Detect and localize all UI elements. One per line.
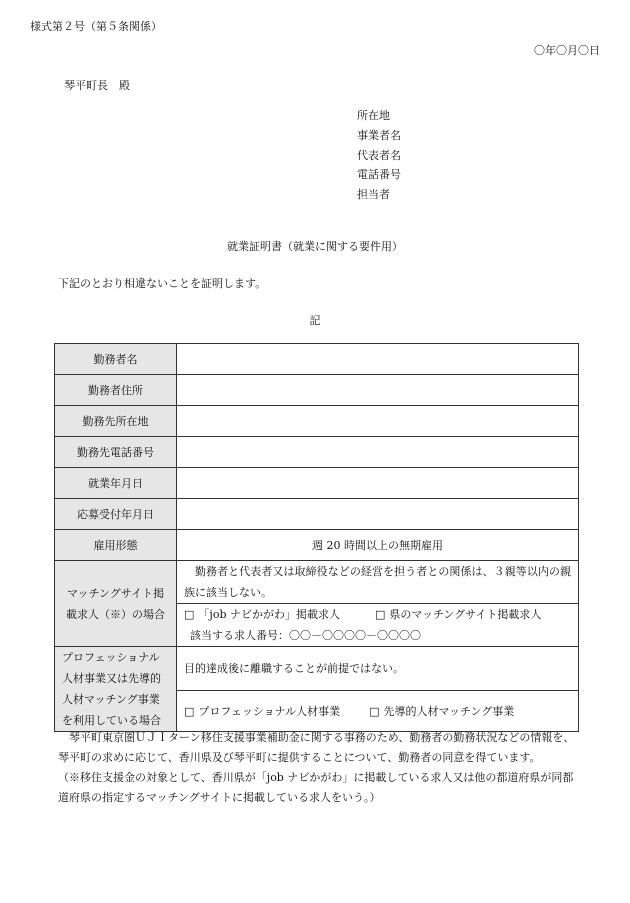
professional-label-line: プロフェッショナル <box>62 651 160 664</box>
matching-statement-cell <box>177 561 579 604</box>
option-professional-label: プロフェッショナル人材事業 <box>198 704 341 718</box>
table-row <box>55 499 579 530</box>
checkbox-professional[interactable] <box>184 705 198 718</box>
sender-business-name-label: 事業者名 <box>357 129 401 142</box>
row-value[interactable] <box>177 437 579 468</box>
consent-paragraph: 琴平町東京圏ＵＪＩターン移住支援事業補助金に関する事務のため、勤務者の勤務状況などの情報を、琴平町の求めに応じて、香川県及び琴平町に提供することについて、勤務者の同意を得ています。 <box>58 731 575 764</box>
professional-options-cell <box>177 690 579 731</box>
row-label: 勤務者住所 <box>55 375 177 406</box>
job-number-line: 該当する求人番号：〇〇－〇〇〇〇－〇〇〇〇 <box>190 629 421 642</box>
row-label: 雇用形態 <box>55 530 177 561</box>
checkbox-icon: □ <box>184 608 195 621</box>
table-row <box>55 344 579 375</box>
table-row <box>55 437 579 468</box>
row-label: 勤務先所在地 <box>55 406 177 437</box>
row-value[interactable] <box>177 344 579 375</box>
professional-label <box>55 647 177 732</box>
professional-label-line: 人材マッチング事業 <box>62 693 160 706</box>
row-label: 勤務先電話番号 <box>55 437 177 468</box>
row-value[interactable] <box>177 499 579 530</box>
form-number: 様式第２号（第５条関係） <box>30 20 162 33</box>
checkbox-job-navi[interactable] <box>184 608 198 621</box>
row-label: 応募受付年月日 <box>55 499 177 530</box>
row-label: 就業年月日 <box>55 468 177 499</box>
ki-heading: 記 <box>309 314 321 327</box>
note-paragraph: （※移住支援金の対象として、香川県が「job ナビかがわ」に掲載している求人又は他の都道府県が同都道府県の指定するマッチングサイトに掲載している求人をいう。） <box>58 771 574 804</box>
table-row <box>55 468 579 499</box>
checkbox-icon: □ <box>184 704 195 718</box>
certificate-table <box>54 343 579 732</box>
checkbox-icon: □ <box>369 704 380 718</box>
employment-type-value: 週 20 時間以上の無期雇用 <box>177 530 579 561</box>
issue-date: 〇年〇月〇日 <box>534 44 600 57</box>
row-value[interactable] <box>177 406 579 437</box>
professional-label-line: 人材事業又は先導的 <box>62 672 161 685</box>
professional-statement-cell <box>177 647 579 691</box>
document-title: 就業証明書（就業に関する要件用） <box>227 240 403 253</box>
row-label: 勤務者名 <box>55 344 177 375</box>
matching-options-cell <box>177 604 579 647</box>
sender-representative-label: 代表者名 <box>357 149 401 162</box>
matching-statement: 勤務者と代表者又は取締役などの経営を担う者との関係は、３親等以内の親族に該当しない。 <box>184 565 571 599</box>
table-row <box>55 406 579 437</box>
addressee: 琴平町長 殿 <box>64 79 130 92</box>
option-prefecture-site-label: 県のマッチングサイト掲載求人 <box>389 608 542 621</box>
sender-person-in-charge-label: 担当者 <box>357 188 390 201</box>
table-row <box>55 530 579 561</box>
matching-label-line: マッチングサイト掲 <box>66 586 165 600</box>
lead-sentence: 下記のとおり相違ないことを証明します。 <box>58 277 267 290</box>
sender-location-label: 所在地 <box>357 109 390 122</box>
row-value[interactable] <box>177 375 579 406</box>
professional-statement: 目的達成後に離職することが前提ではない。 <box>184 662 404 676</box>
checkbox-icon: □ <box>374 608 386 621</box>
matching-site-label <box>55 561 177 647</box>
table-row <box>55 375 579 406</box>
row-value[interactable] <box>177 468 579 499</box>
matching-row-statement <box>55 561 579 604</box>
professional-label-line: を利用している場合 <box>62 714 161 727</box>
option-leading-matching-label: 先導的人材マッチング事業 <box>383 704 515 718</box>
checkbox-prefecture-site[interactable] <box>375 608 389 621</box>
professional-row-statement <box>55 647 579 691</box>
matching-label-line: 載求人（※）の場合 <box>66 607 165 621</box>
option-job-navi-label: 「job ナビかがわ」掲載求人 <box>198 608 340 621</box>
sender-phone-label: 電話番号 <box>357 168 401 181</box>
checkbox-leading-matching[interactable] <box>369 705 383 718</box>
footer-notes <box>58 728 576 808</box>
